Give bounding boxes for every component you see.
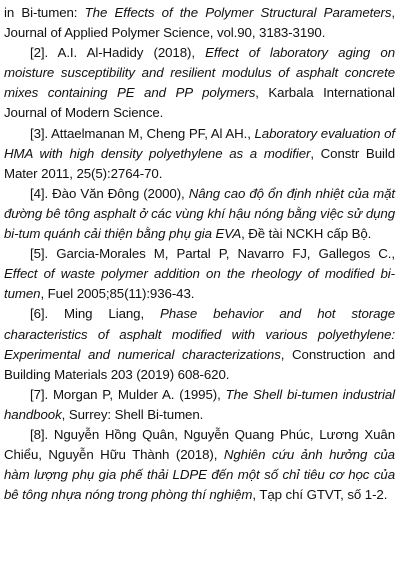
reference-title: Effect of waste polymer addition on the rheology of modified bi-tumen bbox=[4, 266, 395, 302]
reference-item bbox=[4, 124, 395, 184]
reference-title: Nghiên cứu ảnh hưởng của hàm lượng phụ gia phế thải LDPE đến một số chỉ tiêu cơ học của bê tông nhựa nóng trong phòng thí nghiệm bbox=[4, 447, 395, 503]
reference-text: , Journal of Applied Polymer Science, vol.90, 3183-3190. bbox=[4, 5, 396, 41]
reference-title: Laboratory evaluation of HMA with high density polyethylene as a modifier bbox=[4, 125, 395, 161]
reference-item bbox=[4, 385, 395, 425]
reference-text: [4]. Đào Văn Đông (2000), bbox=[30, 185, 189, 201]
reference-text: [2]. A.I. Al-Hadidy (2018), bbox=[30, 45, 206, 61]
reference-text: [8]. Nguyễn Hồng Quân, Nguyễn Quang Phúc, Lương Xuân Chiểu, Nguyễn Hữu Thành (2018), bbox=[4, 426, 395, 463]
reference-text: [6]. Ming Liang, bbox=[30, 306, 161, 322]
reference-text: , Tạp chí GTVT, số 1-2. bbox=[252, 487, 388, 503]
reference-continuation bbox=[4, 3, 395, 43]
reference-title: Effect of laboratory aging on moisture susceptibility and resilient modulus of asphalt concrete mixes containing PE and PP polymers bbox=[4, 45, 396, 101]
reference-title: Nâng cao độ ổn định nhiệt của mặt đường bê tông asphalt ở các vùng khí hậu nóng bằng việc sử dụng bi-tum quánh cải thiện bằng phụ gia EVA bbox=[4, 185, 395, 242]
reference-text: , Construction and Building Materials 203 (2019) 608-620. bbox=[4, 346, 395, 382]
reference-text: [7]. Morgan P, Mulder A. (1995), bbox=[30, 386, 226, 402]
reference-text: , Surrey: Shell Bi-tumen. bbox=[61, 406, 204, 422]
reference-item bbox=[4, 425, 395, 505]
reference-text: [3]. Attaelmanan M, Cheng PF, Al AH., bbox=[30, 125, 255, 141]
reference-item bbox=[4, 304, 395, 384]
reference-text: in Bi-tumen: bbox=[4, 5, 85, 20]
reference-title: The Effects of the Polymer Structural Parameters bbox=[84, 5, 392, 20]
reference-title: The Shell bi-tumen industrial handbook bbox=[4, 386, 395, 422]
reference-item bbox=[4, 43, 395, 123]
reference-text: , Karbala International Journal of Modern Science. bbox=[4, 85, 395, 121]
reference-title: Phase behavior and hot storage characteristics of asphalt modified with various polyethylene: Experimental and numerical characterizations bbox=[4, 306, 395, 362]
reference-text: , Fuel 2005;85(11):936-43. bbox=[40, 286, 195, 302]
reference-item bbox=[4, 184, 395, 244]
reference-text: [5]. Garcia-Morales M, Partal P, Navarro FJ, Gallegos C., bbox=[30, 246, 395, 262]
reference-text: , Constr Build Mater 2011, 25(5):2764-70. bbox=[4, 145, 395, 181]
reference-list bbox=[4, 3, 395, 505]
reference-item bbox=[4, 244, 395, 304]
reference-text: , Đề tài NCKH cấp Bộ. bbox=[241, 226, 372, 242]
